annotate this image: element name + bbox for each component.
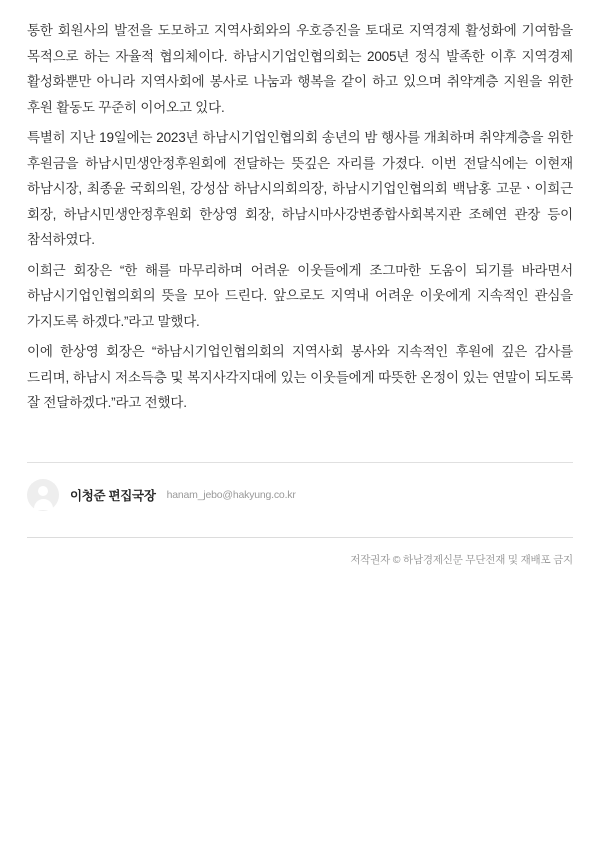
byline: [27, 462, 573, 511]
article-paragraph: 이에 한상영 회장은 “하남시기업인협의회의 지역사회 봉사와 지속적인 후원에 깊은 감사를 드리며, 하남시 저소득층 및 복지사각지대에 있는 이웃들에게 따뜻한 온정이 있는 연말이 되도록 잘 전달하겠다.”라고 전했다.: [27, 344, 573, 410]
avatar-body-shape: [34, 499, 53, 510]
article-body: [0, 0, 600, 416]
article-paragraph: 이희근 회장은 “한 해를 마무리하며 어려운 이웃들에게 조그마한 도움이 되기를 바라면서 하남시기업인협의회의 뜻을 모아 드린다. 앞으로도 지역내 어려운 이웃에게 지속적인 관심을 가지도록 하겠다.”라고 말했다.: [27, 262, 573, 329]
article-paragraph: 특별히 지난 19일에는 2023년 하남시기업인협의회 송년의 밤 행사를 개최하며 취약계층을 위한 후원금을 하남시민생안정후원회에 전달하는 뜻깊은 자리를 가졌다. 이번 전달식에는 이현재 하남시장, 최종윤 국회의원, 강성삼 하남시의회의장, 하남시기업인협의회 백남홍 고문ㆍ이희근 회장, 하남시민생안정후원회 한상영 회장, 하남시마사강변종합사회복지관 조혜연 관장 등이 참석하였다.: [27, 130, 573, 247]
copyright-notice: 저작권자 © 하남경제신문 무단전재 및 재배포 금지: [350, 553, 573, 566]
author-name: 이청준 편집국장: [70, 488, 156, 503]
avatar-head-shape: [38, 486, 48, 496]
author-email[interactable]: hanam_jebo@hakyung.co.kr: [166, 488, 296, 501]
avatar: [27, 479, 59, 511]
article-paragraph: 통한 회원사의 발전을 도모하고 지역사회와의 우호증진을 토대로 지역경제 활성화에 기여함을 목적으로 하는 자율적 협의체이다. 하남시기업인협의회는 2005년 정식 발족한 이후 지역경제 활성화뿐만 아니라 지역사회에 봉사로 나눔과 행복을 같이 하고 있으며 취약계층 지원을 위한 후원 활동도 꾸준히 이어오고 있다.: [27, 23, 573, 115]
footer: [27, 537, 573, 568]
